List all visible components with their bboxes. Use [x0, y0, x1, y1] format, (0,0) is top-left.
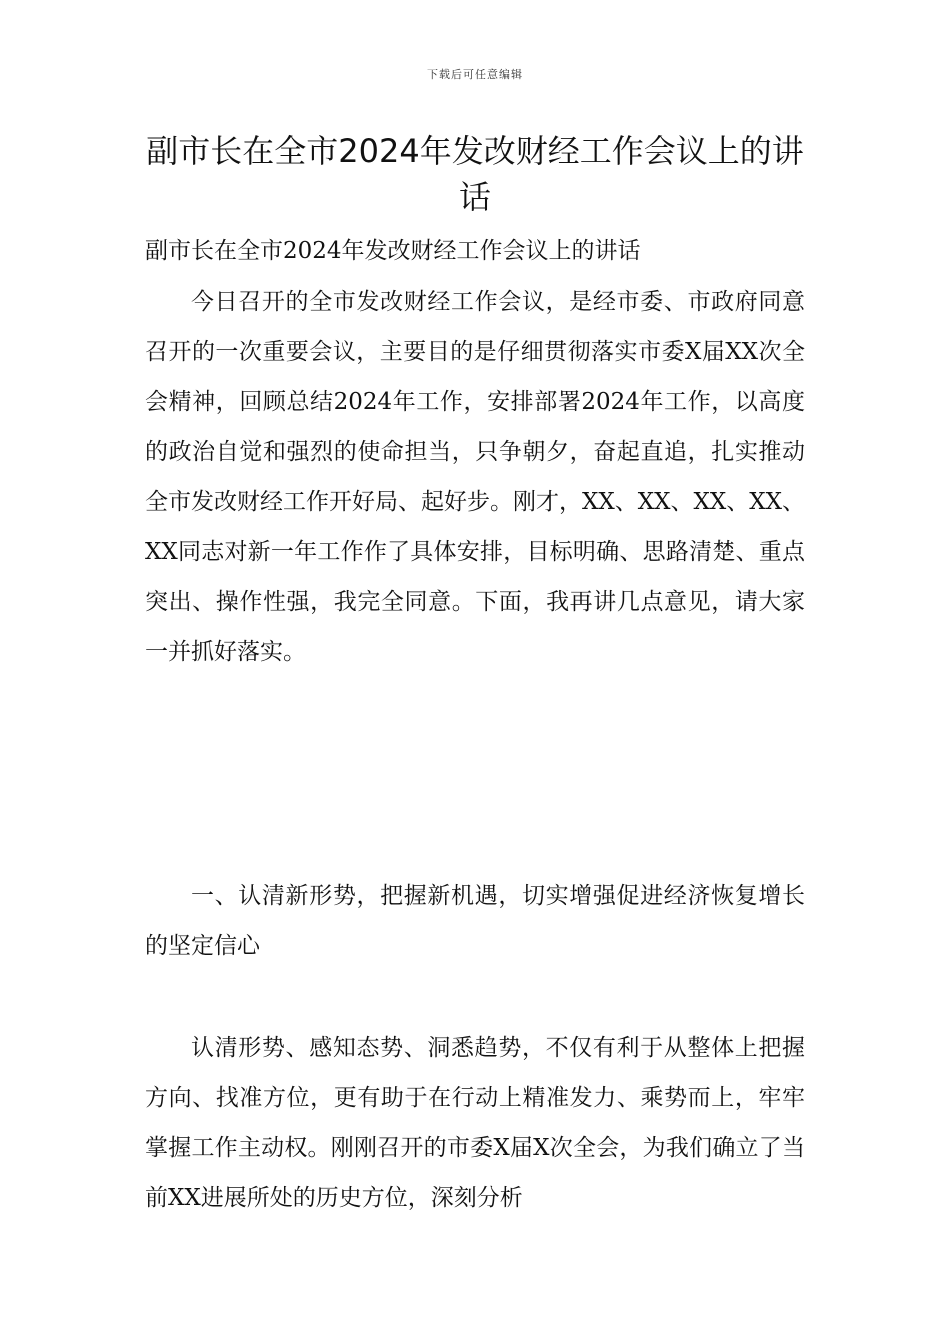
document-subtitle: 副市长在全市2024年发改财经工作会议上的讲话 [145, 238, 641, 264]
section-heading-1: 一、认清新形势，把握新机遇，切实增强促进经济恢复增长的坚定信心 [145, 883, 805, 959]
paragraph-section-1: 认清形势、感知态势、洞悉趋势，不仅有利于从整体上把握方向、找准方位，更有助于在行动上精准发力、乘势而上，牢牢掌握工作主动权。刚刚召开的市委X届X次全会，为我们确立了当前XX进展所处的历史方位，深刻分析 [145, 1035, 805, 1211]
document-title: 副市长在全市2024年发改财经工作会议上的讲话 [146, 132, 804, 216]
header-note: 下载后可任意编辑 [427, 68, 523, 81]
paragraph-intro: 今日召开的全市发改财经工作会议，是经市委、市政府同意召开的一次重要会议，主要目的是仔细贯彻落实市委X届XX次全会精神，回顾总结2024年工作，安排部署2024年工作，以高度的政治自觉和强烈的使命担当，只争朝夕，奋起直追，扎实推动全市发改财经工作开好局、起好步。刚才，XX、XX、XX、XX、XX同志对新一年工作作了具体安排，目标明确、思路清楚、重点突出、操作性强，我完全同意。下面，我再讲几点意见，请大家一并抓好落实。 [145, 289, 805, 665]
